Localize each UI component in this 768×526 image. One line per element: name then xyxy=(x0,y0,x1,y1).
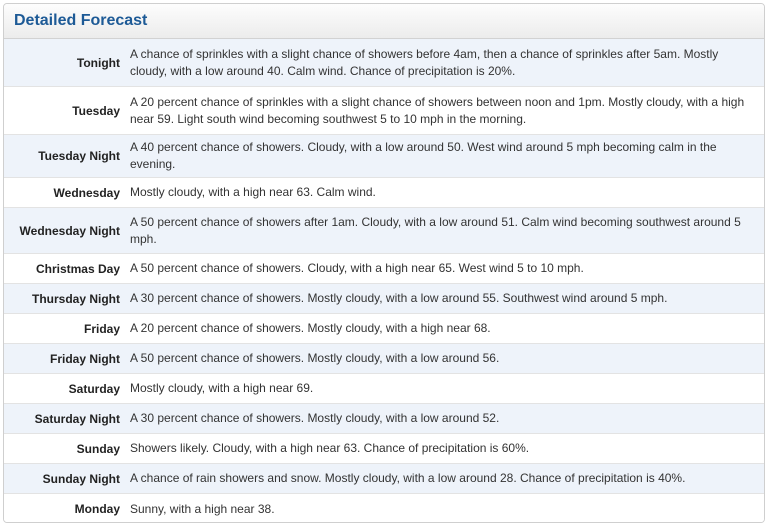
forecast-text: A 20 percent chance of sprinkles with a slight chance of showers between noon and 1pm. Mostly cloudy, with a high near 59. Light south wind becoming southwest 5 to 10 mph in the morning. xyxy=(130,94,745,126)
forecast-period: Wednesday Night xyxy=(19,223,120,238)
forecast-period: Thursday Night xyxy=(31,291,120,306)
forecast-row xyxy=(4,208,764,254)
forecast-row xyxy=(4,344,764,374)
forecast-text: Sunny, with a high near 38. xyxy=(130,501,275,516)
forecast-period: Tonight xyxy=(76,55,120,70)
forecast-text: A 50 percent chance of showers. Mostly cloudy, with a low around 56. xyxy=(130,351,500,365)
forecast-row xyxy=(4,494,764,523)
forecast-row xyxy=(4,464,764,494)
panel-header xyxy=(4,4,764,39)
forecast-text: A chance of rain showers and snow. Mostly cloudy, with a low around 28. Chance of precipitation is 40%. xyxy=(130,471,686,485)
forecast-period: Tuesday xyxy=(72,103,120,118)
forecast-row xyxy=(4,284,764,314)
forecast-row xyxy=(4,404,764,434)
forecast-text: A 40 percent chance of showers. Cloudy, with a low around 50. West wind around 5 mph becoming calm in the evening. xyxy=(130,140,717,171)
forecast-text: A 50 percent chance of showers. Cloudy, with a high near 65. West wind 5 to 10 mph. xyxy=(130,261,584,275)
panel-title: Detailed Forecast xyxy=(14,12,148,29)
forecast-period: Monday xyxy=(74,502,120,516)
forecast-row xyxy=(4,39,764,87)
forecast-text: A 20 percent chance of showers. Mostly cloudy, with a high near 68. xyxy=(130,321,491,335)
forecast-row xyxy=(4,374,764,404)
forecast-list xyxy=(4,39,764,523)
forecast-period: Saturday Night xyxy=(34,411,120,426)
forecast-text: Showers likely. Cloudy, with a high near 63. Chance of precipitation is 60%. xyxy=(130,441,530,455)
forecast-text: A chance of sprinkles with a slight chance of showers before 4am, then a chance of sprinkles after 5am. Mostly cloudy, with a low around 40. Calm wind. Chance of precipitation is 20%. xyxy=(130,46,719,78)
forecast-period: Saturday xyxy=(68,381,120,396)
forecast-period: Sunday xyxy=(76,441,120,456)
forecast-row xyxy=(4,87,764,135)
forecast-period: Friday Night xyxy=(49,351,120,366)
forecast-row xyxy=(4,135,764,178)
forecast-row xyxy=(4,254,764,284)
forecast-period: Sunday Night xyxy=(42,471,120,486)
detailed-forecast-panel xyxy=(3,3,765,523)
forecast-text: Mostly cloudy, with a high near 63. Calm wind. xyxy=(130,185,376,199)
forecast-period: Friday xyxy=(83,321,120,336)
forecast-row xyxy=(4,314,764,344)
forecast-text: A 50 percent chance of showers after 1am. Cloudy, with a low around 51. Calm wind becoming southwest around 5 mph. xyxy=(130,214,741,246)
forecast-text: A 30 percent chance of showers. Mostly cloudy, with a low around 55. Southwest wind around 5 mph. xyxy=(130,291,668,305)
forecast-period: Tuesday Night xyxy=(38,149,120,163)
forecast-text: A 30 percent chance of showers. Mostly cloudy, with a low around 52. xyxy=(130,411,500,425)
forecast-text: Mostly cloudy, with a high near 69. xyxy=(130,381,314,395)
forecast-period: Wednesday xyxy=(53,185,120,200)
forecast-row xyxy=(4,178,764,208)
forecast-period: Christmas Day xyxy=(35,261,120,276)
forecast-row xyxy=(4,434,764,464)
